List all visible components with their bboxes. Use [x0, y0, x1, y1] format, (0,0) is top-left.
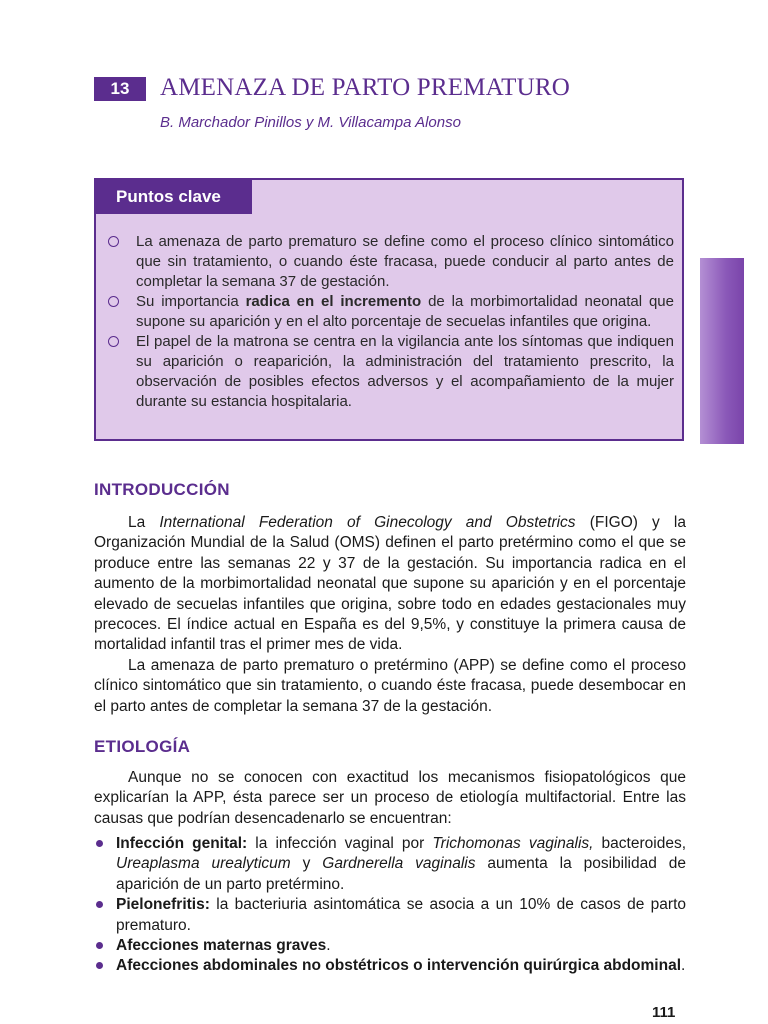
- key-point-bold: radica en el incremento: [245, 293, 422, 310]
- bullet-icon: [96, 840, 103, 847]
- section-heading-etiology: ETIOLOGÍA: [94, 737, 191, 756]
- item-term: Afecciones abdominales no obstétricos o intervención quirúrgica abdominal: [116, 957, 682, 975]
- text-run: bacteroides,: [593, 835, 686, 852]
- item-term: Pielonefritis:: [116, 896, 210, 914]
- list-item: [94, 895, 686, 936]
- text-run: la bacteriuria asintomática se asocia a un 10% de casos de parto prematuro.: [116, 896, 686, 934]
- text-run: aumenta la posibilidad de aparición de un parto pretérmino.: [116, 855, 686, 893]
- side-tab-marker: [700, 258, 744, 444]
- key-point-item: [108, 292, 674, 332]
- chapter-title: AMENAZA DE PARTO PREMATURO: [160, 74, 571, 101]
- bullet-icon: [96, 962, 103, 969]
- bullet-icon: [96, 901, 103, 908]
- circle-bullet-icon: [108, 336, 119, 347]
- circle-bullet-icon: [108, 296, 119, 307]
- key-point-text: de la morbimortalidad neonatal que supone su aparición y en el alto porcentaje de secuelas infantiles que origina.: [136, 293, 674, 330]
- chapter-number: 13: [94, 77, 146, 101]
- item-term: Afecciones maternas graves: [116, 937, 327, 955]
- bullet-icon: [96, 942, 103, 949]
- list-item: [94, 956, 686, 976]
- key-point-text: La amenaza de parto prematuro se define como el proceso clínico sintomático que sin tratamiento, o cuando éste fracasa, puede conducir al parto antes de completar la semana 37 de gestación.: [136, 233, 674, 290]
- page-number: 111: [652, 1004, 676, 1021]
- italic-text: Trichomonas vaginalis,: [432, 835, 594, 852]
- key-points-header: Puntos clave: [96, 180, 252, 214]
- italic-text: Gardnerella vaginalis: [322, 855, 476, 873]
- circle-bullet-icon: [108, 236, 119, 247]
- text-run: .: [326, 937, 331, 955]
- introduction-body: [94, 513, 686, 717]
- key-point-text: El papel de la matrona se centra en la vigilancia ante los síntomas que indiquen su aparición o reaparición, la administración del tratamiento prescrito, la observación de posibles efectos adversos y el acompañamiento de la mujer durante su estancia hospitalaria.: [136, 333, 674, 410]
- etiology-intro: [94, 768, 686, 829]
- paragraph: Aunque no se conocen con exactitud los mecanismos fisiopatológicos que explicarían la APP, ésta parece ser un proceso de etiología multifactorial. Entre las causas que podrían desencadenarlo se encuentran:: [94, 769, 686, 827]
- key-point-text: Su importancia: [136, 293, 246, 310]
- paragraph: [94, 513, 686, 656]
- etiology-causes-list: [94, 834, 686, 977]
- paragraph: La amenaza de parto prematuro o pretérmino (APP) se define como el proceso clínico sintomático que sin tratamiento, o cuando éste fracasa, puede desembocar en el parto antes de completar la semana 37 de la gestación.: [94, 656, 686, 715]
- list-item: [94, 936, 686, 956]
- text-run: la infección vaginal por: [247, 835, 433, 852]
- italic-text: Ureaplasma urealyticum: [116, 855, 291, 873]
- key-point-item: [108, 232, 674, 292]
- item-term: Infección genital:: [116, 835, 248, 852]
- text-run: y: [290, 855, 323, 873]
- section-heading-introduction: INTRODUCCIÓN: [94, 480, 230, 499]
- text-run: (FIGO) y la Organización Mundial de la Salud (OMS) definen el parto pretérmino como el que se produce entre las semanas 22 y 37 de la gestación. Su importancia radica en el aumento de la morbimortalidad neonatal que supone su aparición y en el porcentaje elevado de secuelas infantiles que origina, sobre todo en edades gestacionales muy precoces. El índice actual en España es del 9,5%, y constituye la primera causa de mortalidad infantil tras el primer mes de vida.: [94, 514, 686, 654]
- chapter-authors: B. Marchador Pinillos y M. Villacampa Alonso: [160, 114, 461, 131]
- text-run: La: [128, 514, 160, 531]
- key-point-item: [108, 332, 674, 412]
- italic-text: International Federation of Ginecology and Obstetrics: [159, 514, 576, 531]
- key-points-list: [108, 232, 674, 412]
- text-run: .: [681, 957, 686, 975]
- list-item: [94, 834, 686, 895]
